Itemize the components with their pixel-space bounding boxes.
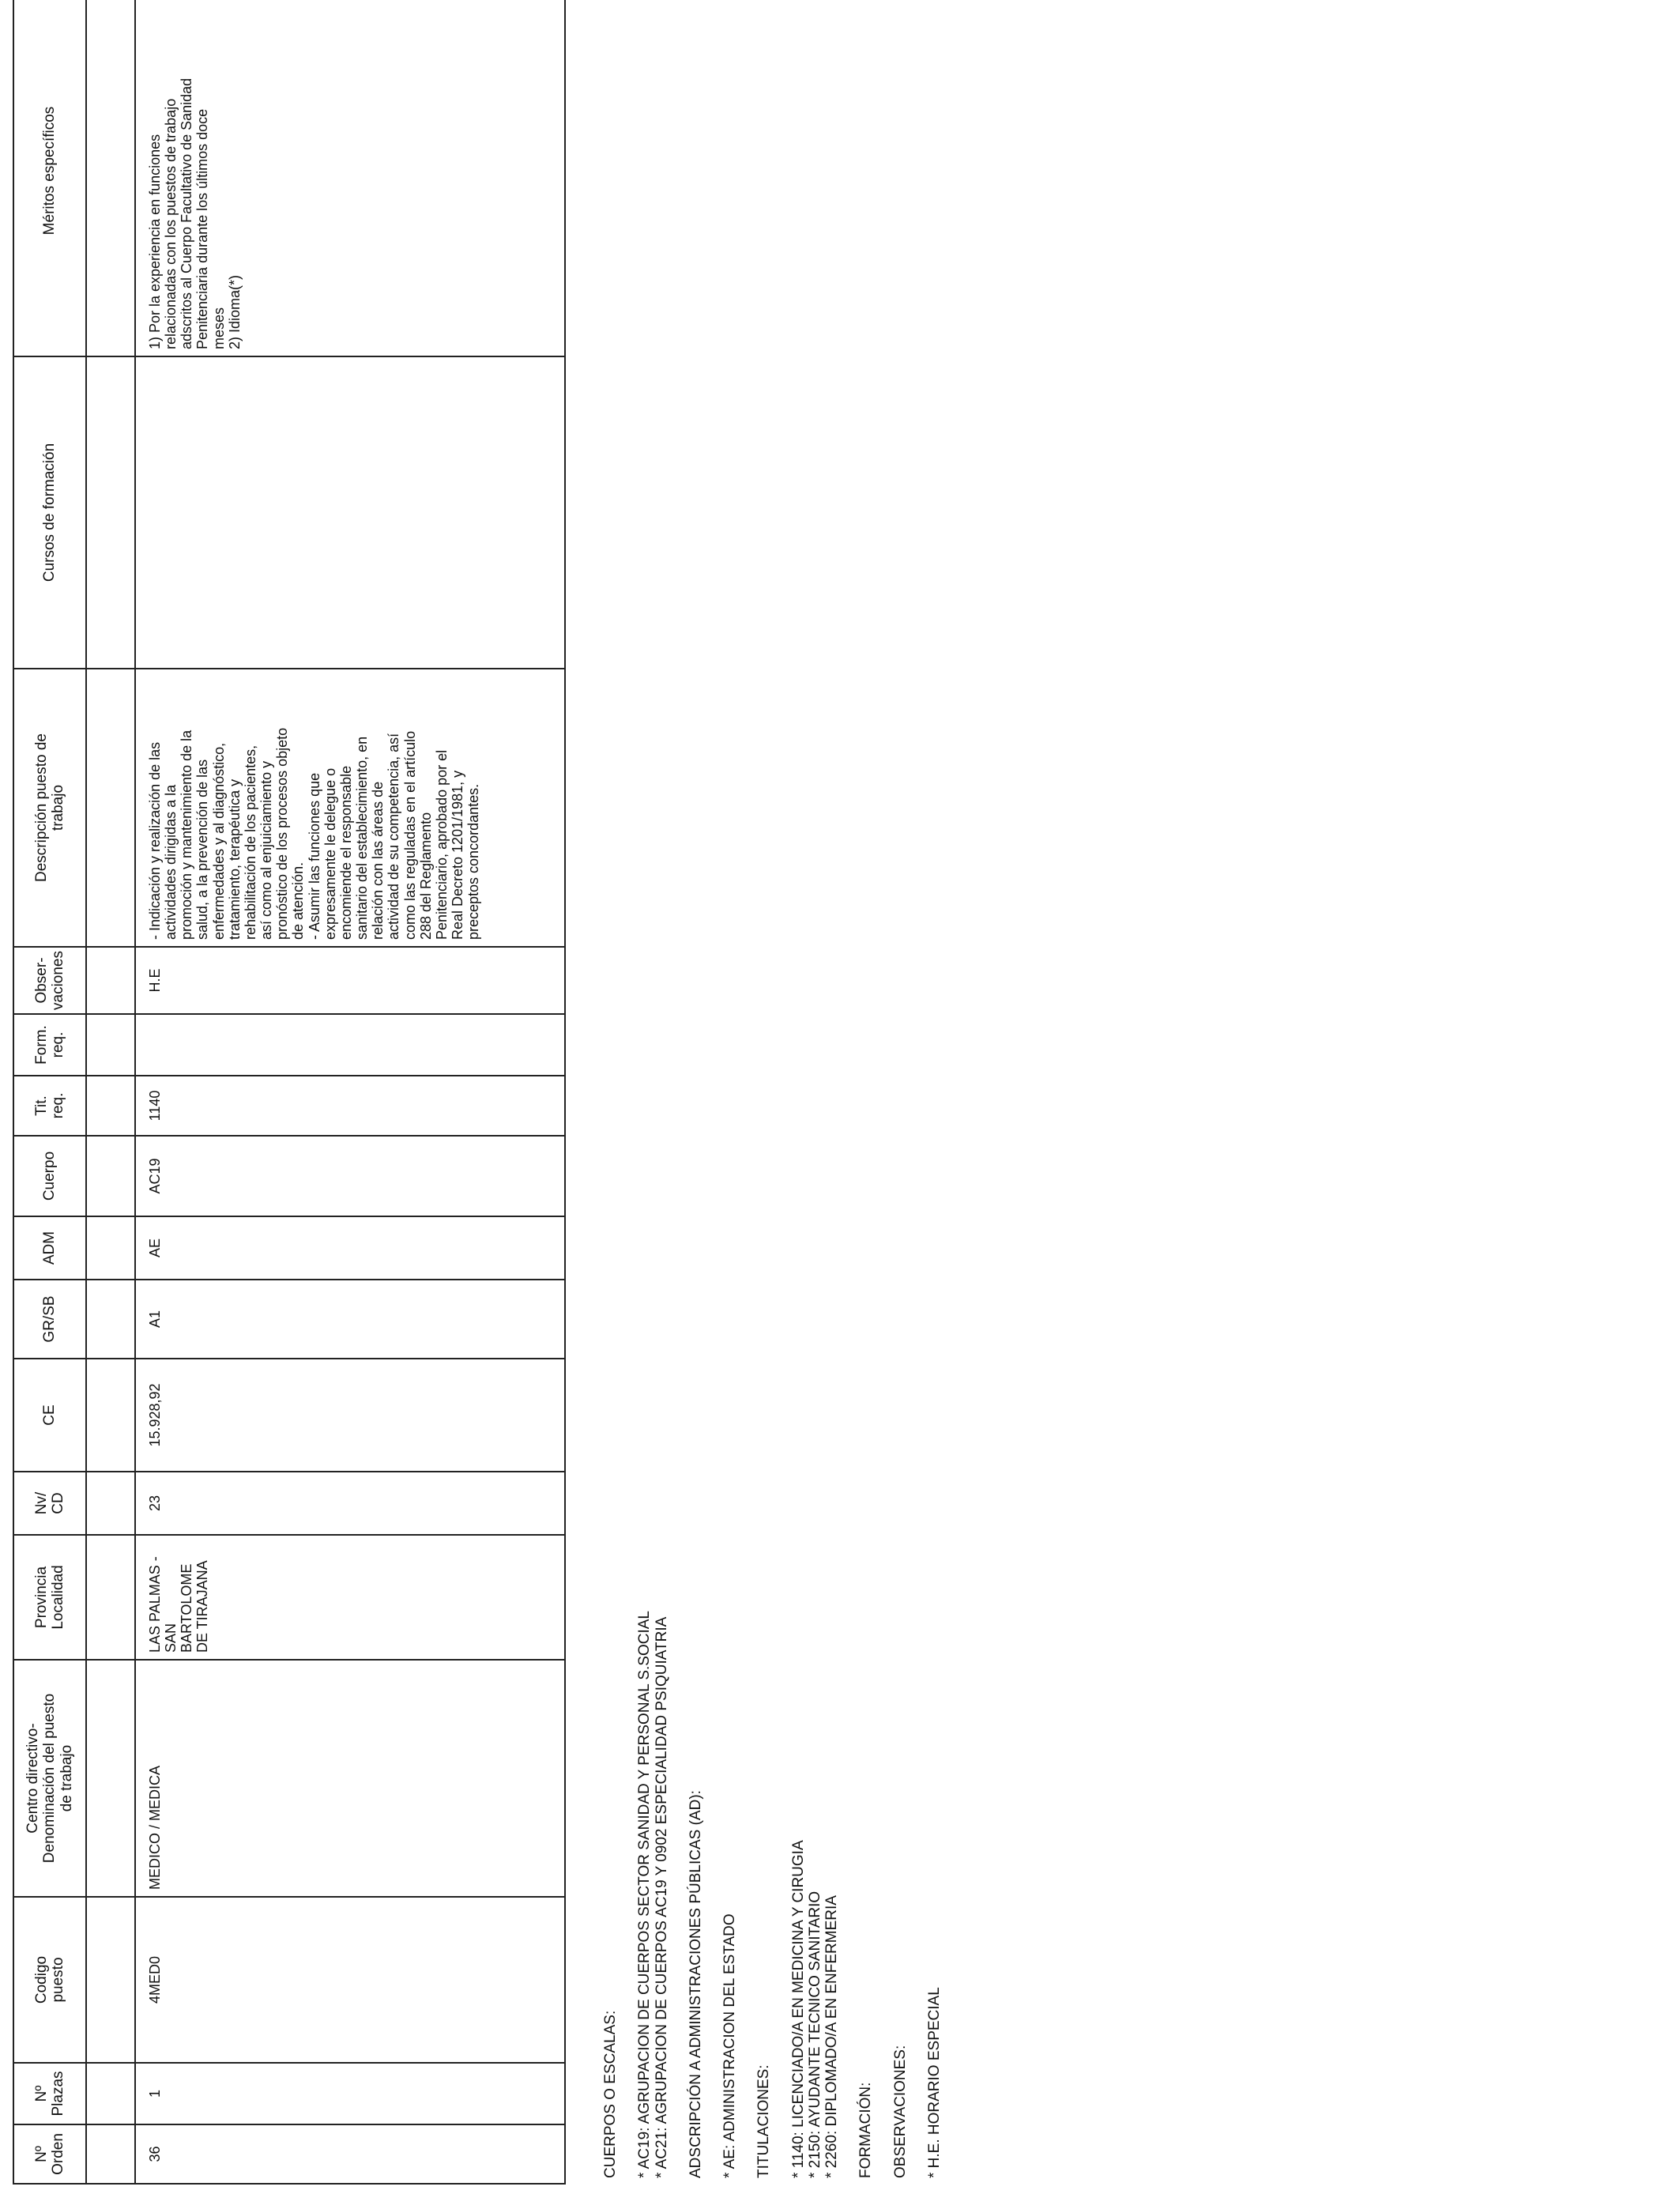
job-table bbox=[13, 0, 566, 2185]
cell-descripcion: - Indicación y realización de las actividades dirigidas a la promoción y mantenimiento de la salud, a la prevención de las enfermedades y al diagnóstico, tratamiento, terapéutica y rehabilitación de los pacientes, así como al enjuiciamiento y pronóstico de los procesos objeto de atención. - Asumir las funciones que expresamente le delegue o encomiende el responsable sanitario del establecimiento, en relación con las áreas de actividad de su competencia, así como las reguladas en el artículo 288 del Reglamento Penitenciario, aprobado por el Real Decreto 1201/1981, y preceptos concordantes. bbox=[135, 669, 565, 947]
legend-observaciones-title: OBSERVACIONES: bbox=[891, 2045, 909, 2178]
header-observaciones: Obser- vaciones bbox=[13, 947, 86, 1014]
legend-cuerpos-title: CUERPOS O ESCALAS: bbox=[602, 2010, 619, 2178]
table-row bbox=[135, 0, 565, 2184]
header-ce: CE bbox=[13, 1359, 86, 1472]
legend-titulaciones-title: TITULACIONES: bbox=[755, 2064, 773, 2178]
header-nivel: Nv/ CD bbox=[13, 1472, 86, 1535]
legend-adscripcion bbox=[687, 44, 704, 2178]
cell-localidad: LAS PALMAS - SAN BARTOLOME DE TIRAJANA bbox=[135, 1535, 565, 1660]
legend-item: * AC19: AGRUPACION DE CUERPOS SECTOR SANIDAD Y PERSONAL S.SOCIAL bbox=[636, 1611, 654, 2178]
legend-adscripcion-items bbox=[721, 44, 738, 2178]
legend-adscripcion-title: ADSCRIPCIÓN A ADMINISTRACIONES PÚBLICAS (AD): bbox=[687, 1790, 704, 2178]
cell-adm: AE bbox=[135, 1216, 565, 1280]
cell-cuerpo: AC19 bbox=[135, 1136, 565, 1216]
legend-observaciones bbox=[892, 44, 909, 2178]
header-cursos: Cursos de formación bbox=[13, 356, 86, 669]
header-row bbox=[13, 0, 86, 2184]
header-meritos: Méritos específicos bbox=[13, 0, 86, 356]
cell-cursos bbox=[135, 356, 565, 669]
header-codigo: Codigo puesto bbox=[13, 1897, 86, 2063]
legend-cuerpos bbox=[602, 44, 619, 2178]
header-cuerpo: Cuerpo bbox=[13, 1136, 86, 1216]
header-orden: Nº Orden bbox=[13, 2124, 86, 2184]
header-adm: ADM bbox=[13, 1216, 86, 1280]
header-localidad: Provincia Localidad bbox=[13, 1535, 86, 1660]
header-titulacion: Tit. req. bbox=[13, 1076, 86, 1136]
header-descripcion: Descripción puesto de trabajo bbox=[13, 669, 86, 947]
cell-grupo: A1 bbox=[135, 1280, 565, 1359]
legend-item: * AE: ADMINISTRACION DEL ESTADO bbox=[721, 1913, 739, 2178]
legend-item: * H.E. HORARIO ESPECIAL bbox=[925, 1987, 943, 2178]
legend-titulaciones bbox=[755, 44, 772, 2178]
cell-denominacion: MEDICO / MEDICA bbox=[135, 1660, 565, 1897]
legend-cuerpos-items bbox=[636, 44, 670, 2178]
cell-meritos: 1) Por la experiencia en funciones relacionadas con los puestos de trabajo adscritos al Cuerpo Facultativo de Sanidad Penitenciaria durante los últimos doce meses 2) Idioma(*) bbox=[135, 0, 565, 356]
legend-observaciones-items bbox=[926, 44, 943, 2178]
legend-formacion-title: FORMACIÓN: bbox=[857, 2082, 875, 2178]
cell-plazas: 1 bbox=[135, 2063, 565, 2124]
cell-ce: 15.928,92 bbox=[135, 1359, 565, 1472]
header-denominacion: Centro directivo- Denominación del puesto de trabajo bbox=[13, 1660, 86, 1897]
legend-titulaciones-items bbox=[790, 44, 841, 2178]
header-formacion: Form. req. bbox=[13, 1014, 86, 1076]
cell-codigo: 4MED0 bbox=[135, 1897, 565, 2063]
cell-formacion bbox=[135, 1014, 565, 1076]
legend-item: * AC21: AGRUPACION DE CUERPOS AC19 Y 0902 ESPECIALIDAD PSIQUIATRIA bbox=[653, 1616, 670, 2178]
legend-item: * 1140: LICENCIADO/A EN MEDICINA Y CIRUGIA bbox=[789, 1840, 807, 2178]
cell-observaciones: H.E bbox=[135, 947, 565, 1014]
legend-item: * 2150: AYUDANTE TECNICO SANITARIO bbox=[806, 1891, 823, 2178]
header-grupo: GR/SB bbox=[13, 1280, 86, 1359]
cell-orden: 36 bbox=[135, 2124, 565, 2184]
cell-nivel: 23 bbox=[135, 1472, 565, 1535]
spacer-row bbox=[86, 0, 135, 2184]
header-plazas: Nº Plazas bbox=[13, 2063, 86, 2124]
legend-item: * 2260: DIPLOMADO/A EN ENFERMERIA bbox=[823, 1895, 841, 2178]
legend-footer bbox=[602, 44, 960, 2178]
cell-titulacion: 1140 bbox=[135, 1076, 565, 1136]
legend-formacion bbox=[857, 44, 874, 2178]
